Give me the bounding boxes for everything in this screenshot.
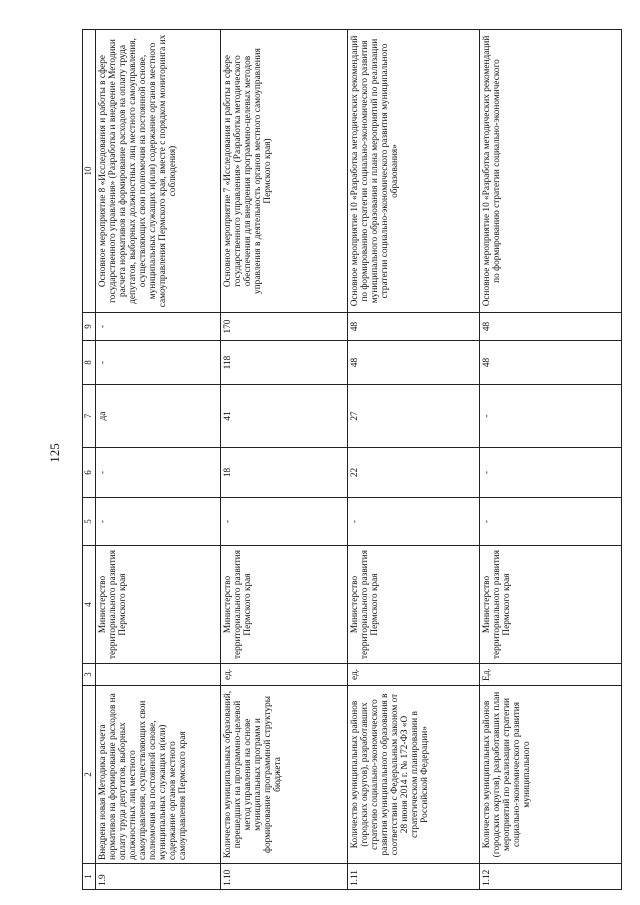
table-row — [221, 30, 347, 890]
table-row — [347, 30, 479, 890]
value-cell: 27 — [347, 385, 479, 448]
value-cell: - — [221, 498, 347, 546]
value-cell: - — [479, 385, 622, 448]
header-cell: 6 — [83, 448, 96, 498]
event-cell: Основное мероприятие 7 «Исследования и работы в сфере государственного управления» (Разработка методического обеспечения для внедрения программно-целевых методов управления в деятельность органов местного самоуправления Пермского края) — [221, 30, 347, 313]
indicator-text: Количество муниципальных образований, перешедших на программно-целевой метод управления на основе муниципальных программ и формирование программной структуры бюджета — [221, 686, 347, 864]
unit-cell: ед. — [221, 664, 347, 686]
row-number: 1.9 — [96, 864, 221, 890]
value-cell: - — [479, 448, 622, 498]
page-number: 125 — [47, 443, 62, 463]
value-cell: - — [96, 498, 221, 546]
value-cell: - — [96, 341, 221, 385]
indicators-table — [82, 29, 622, 890]
value-cell: - — [96, 313, 221, 341]
table-row — [96, 30, 221, 890]
event-cell: Основное мероприятие 8 «Исследования и работы в сфере государственного управления» (Разработка и внедрение Методики расчета нормативов на формирование расходов на оплату труда депутатов, выборных должностных лиц местного самоуправления, осуществляющих свои полномочия на постоянной основе, муниципальных служащих и(или) содержание органов местного самоуправления Пермского края, вместе с порядком мониторинга их соблюдения) — [96, 30, 221, 313]
responsible-cell: Министерство территориального развития Пермского края — [96, 546, 221, 664]
value-cell: 22 — [347, 448, 479, 498]
header-cell: 3 — [83, 664, 96, 686]
header-cell: 2 — [83, 686, 96, 864]
row-number: 1.12 — [479, 864, 622, 890]
header-cell: 9 — [83, 313, 96, 341]
value-cell: 48 — [479, 313, 622, 341]
header-cell: 10 — [83, 30, 96, 313]
value-cell: 118 — [221, 341, 347, 385]
unit-cell: Ед. — [479, 664, 622, 686]
header-cell: 1 — [83, 864, 96, 890]
value-cell: - — [479, 498, 622, 546]
value-cell: 170 — [221, 313, 347, 341]
indicator-text: Количество муниципальных районов (городских округов), разработавших стратегию социально-экономического развития муниципального образования в соответствии с Федеральным законом от 28 июня 2014 г. № 172-ФЗ «О стратегическом планировании в Российской Федерации» — [347, 686, 479, 864]
value-cell: да — [96, 385, 221, 448]
indicator-text: Количество муниципальных районов (городских округов), разработавших план мероприятий по реализации стратегии социально-экономического развития муниципального — [479, 686, 622, 864]
row-number: 1.10 — [221, 864, 347, 890]
value-cell: - — [96, 448, 221, 498]
table-row — [479, 30, 622, 890]
value-cell: 48 — [347, 313, 479, 341]
indicator-text: Внедрена новая Методика расчета нормативов на формирование расходов на оплату труда депутатов, выборных должностных лиц местного самоуправления, осуществляющих свои полномочия на постоянной основе, муниципальных служащих и(или) содержание органов местного самоуправления Пермского края — [96, 686, 221, 864]
rotated-sheet — [82, 30, 622, 890]
event-cell: Основное мероприятие 10 «Разработка методических рекомендаций по формированию стратегии социально-экономического — [479, 30, 622, 313]
responsible-cell: Министерство территориального развития Пермского края — [221, 546, 347, 664]
header-cell: 5 — [83, 498, 96, 546]
header-cell: 8 — [83, 341, 96, 385]
value-cell: 18 — [221, 448, 347, 498]
header-row — [83, 30, 96, 890]
unit-cell: ед. — [347, 664, 479, 686]
event-cell: Основное мероприятие 10 «Разработка методических рекомендаций по формированию стратегии социально-экономического развития муниципального образования и плана мероприятий по реализации стратегии социально-экономического развития муниципального образования» — [347, 30, 479, 313]
unit-cell — [96, 664, 221, 686]
responsible-cell: Министерство территориального развития Пермского края — [347, 546, 479, 664]
header-cell: 7 — [83, 385, 96, 448]
header-cell: 4 — [83, 546, 96, 664]
value-cell: 41 — [221, 385, 347, 448]
value-cell: - — [347, 498, 479, 546]
value-cell: 48 — [347, 341, 479, 385]
row-number: 1.11 — [347, 864, 479, 890]
responsible-cell: Министерство территориального развития Пермского края — [479, 546, 622, 664]
rotated-table-container — [82, 30, 622, 890]
value-cell: 48 — [479, 341, 622, 385]
